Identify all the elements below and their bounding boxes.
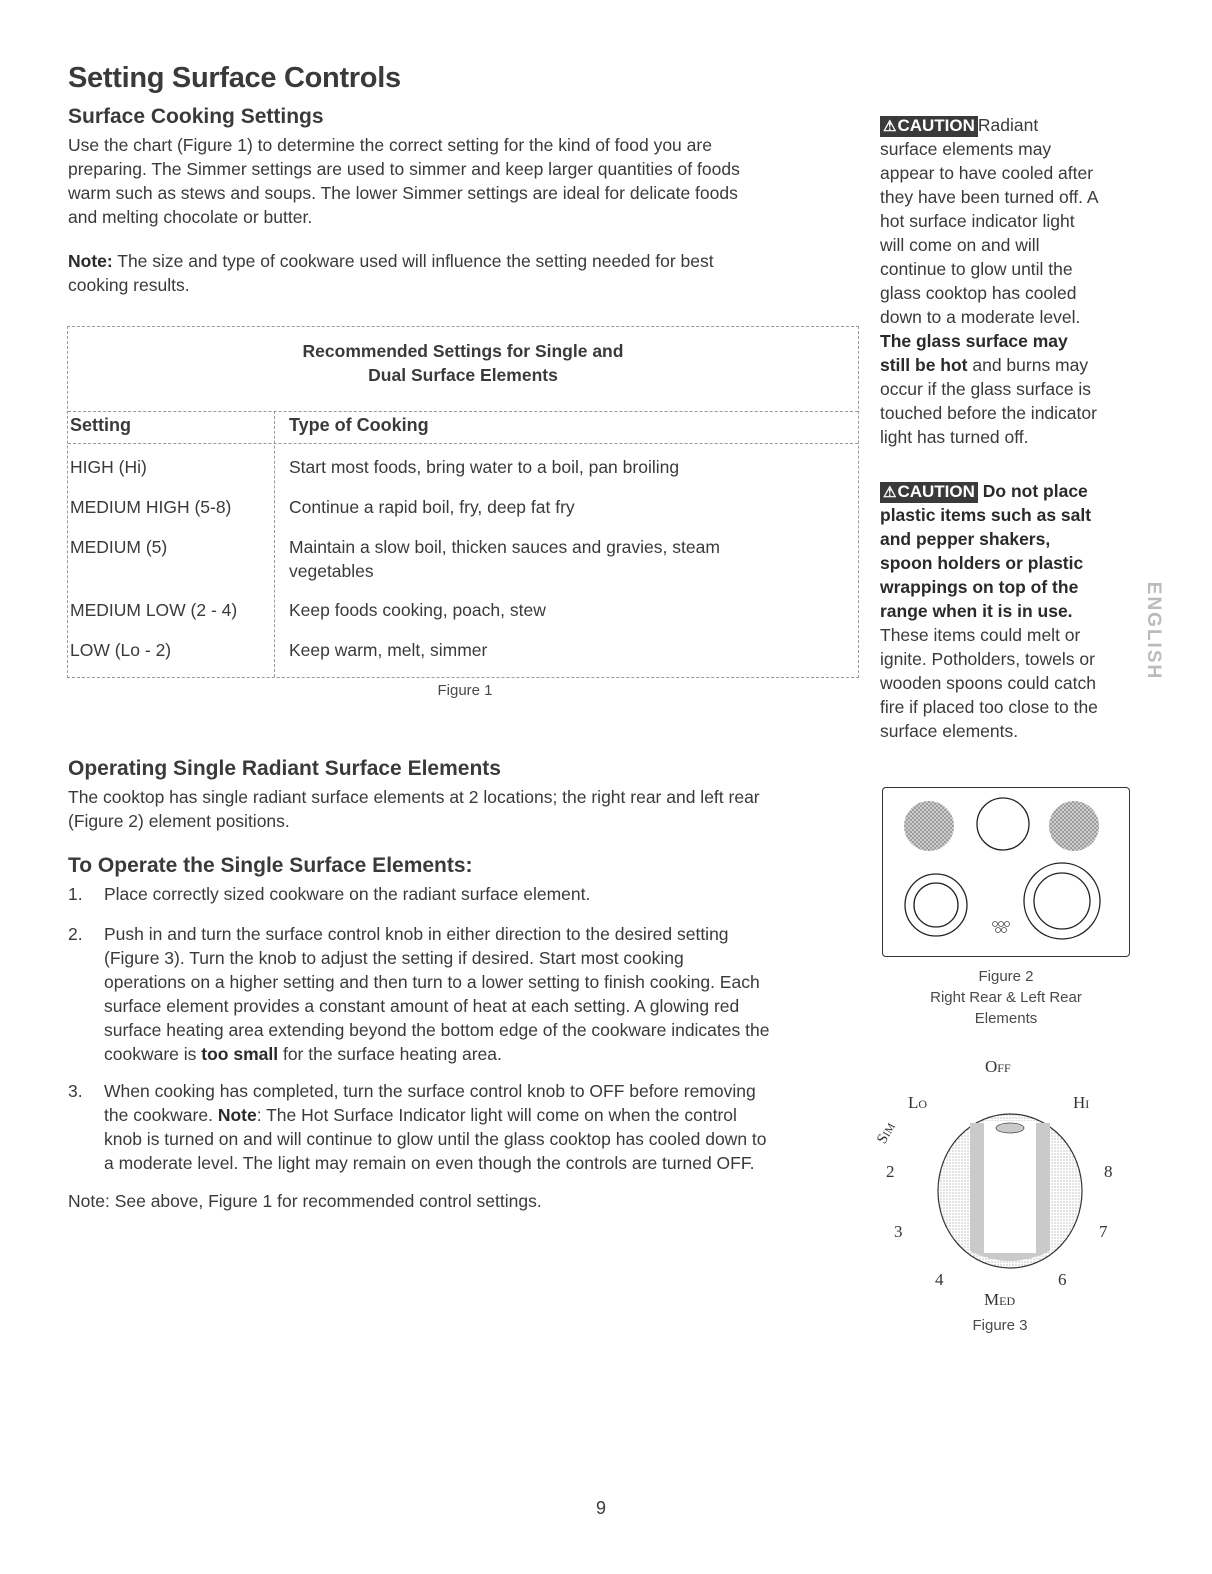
step-1-text: Place correctly sized cookware on the radiant surface element.	[104, 884, 591, 904]
table-title-line: Recommended Settings for Single and	[302, 341, 624, 361]
text-line: hot surface indicator light	[880, 211, 1075, 231]
knob-label-hi: Hi	[1073, 1093, 1090, 1112]
text-line: Maintain a slow boil, thicken sauces and gravies, steam	[289, 537, 720, 557]
knob-label-3: 3	[894, 1222, 903, 1241]
knob-label-2: 2	[886, 1162, 895, 1181]
to-operate-heading: To Operate the Single Surface Elements:	[68, 854, 473, 877]
control-knob-icon	[934, 1111, 1086, 1271]
step-number: 2.	[68, 924, 83, 944]
figure-1-caption: Figure 1	[437, 682, 493, 699]
table-title	[68, 339, 858, 387]
page-number: 9	[596, 1498, 607, 1518]
knob-label-4: 4	[935, 1270, 944, 1289]
table-cell-type	[289, 535, 720, 583]
caption-line: Right Rear & Left Rear	[930, 989, 1082, 1006]
surface-cooking-heading: Surface Cooking Settings	[68, 105, 324, 128]
text-line: continue to glow until the	[880, 259, 1073, 279]
operating-heading: Operating Single Radiant Surface Elements	[68, 757, 501, 780]
emphasis-text: wrappings on top of the	[880, 577, 1079, 597]
caution-plastic-items	[880, 479, 1140, 743]
text-line: The cooktop has single radiant surface elements at 2 locations; the right rear and left rear	[68, 787, 760, 807]
text-line: (Figure 2) element positions.	[68, 811, 290, 831]
table-title-line: Dual Surface Elements	[368, 365, 558, 385]
figure-2-caption	[882, 966, 1130, 1029]
knob-label-sim: Sim	[874, 1119, 899, 1147]
step-2-text	[104, 922, 864, 1066]
text-line: surface elements may	[880, 139, 1052, 159]
knob-label-lo: Lo	[908, 1093, 928, 1112]
caution-badge	[880, 482, 978, 503]
text-span: : The Hot Surface Indicator light will come on when the control	[256, 1105, 737, 1125]
recommended-settings-table	[67, 326, 859, 678]
table-cell-type: Keep warm, melt, simmer	[289, 640, 488, 660]
knob-label-6: 6	[1058, 1270, 1067, 1289]
step-3-text	[104, 1079, 874, 1175]
text-line: preparing. The Simmer settings are used to simmer and keep larger quantities of foods	[68, 159, 740, 179]
caution-badge-label: CAUTION	[897, 116, 975, 135]
language-label: ENGLISH	[1143, 581, 1165, 681]
cooktop-diagram	[882, 787, 1130, 957]
text-span: cookware is	[104, 1044, 202, 1064]
text-line: a moderate level. The light may remain on even though the controls are turned OFF.	[104, 1153, 755, 1173]
table-cell-setting: HIGH (Hi)	[70, 457, 147, 477]
text-line: warm such as stews and soups. The lower Simmer settings are ideal for delicate foods	[68, 183, 738, 203]
emphasis-text: range when it is in use.	[880, 601, 1073, 621]
page-title: Setting Surface Controls	[68, 62, 401, 94]
knob-label-8: 8	[1104, 1162, 1113, 1181]
table-cell-type: Keep foods cooking, poach, stew	[289, 600, 546, 620]
emphasis-text: Note	[217, 1105, 257, 1125]
knob-label-off: Off	[985, 1057, 1011, 1076]
text-line: down to a moderate level.	[880, 307, 1081, 327]
text-span: and burns may	[967, 355, 1089, 375]
text-line: (Figure 3). Turn the knob to adjust the setting if desired. Start most cooking	[104, 948, 684, 968]
text-span: for the surface heating area.	[278, 1044, 502, 1064]
text-line: will come on and will	[880, 235, 1040, 255]
emphasis-text: Do not place	[982, 481, 1088, 501]
text-line: touched before the indicator	[880, 403, 1097, 423]
divider	[68, 411, 858, 412]
language-side-tab	[1138, 568, 1168, 694]
text-span: the cookware.	[104, 1105, 218, 1125]
emphasis-text: plastic items such as salt	[880, 505, 1092, 525]
text-line: The size and type of cookware used will influence the setting needed for best	[112, 251, 714, 271]
emphasis-text: and pepper shakers,	[880, 529, 1051, 549]
table-cell-setting: MEDIUM HIGH (5-8)	[70, 497, 232, 517]
text-line: cooking results.	[68, 275, 190, 295]
text-line: appear to have cooled after	[880, 163, 1094, 183]
caution-badge-label: CAUTION	[897, 482, 975, 501]
text-line: surface elements.	[880, 721, 1019, 741]
text-line: surface element provides a constant amount of heat at each setting. A glowing red	[104, 996, 740, 1016]
text-line: occur if the glass surface is	[880, 379, 1092, 399]
text-line: surface heating area extending beyond the bottom edge of the cookware indicates the	[104, 1020, 770, 1040]
text-line: light has turned off.	[880, 427, 1029, 447]
caption-line: Figure 2	[978, 968, 1034, 985]
cooktop-elements-icon	[883, 788, 1129, 956]
figure-3-caption: Figure 3	[972, 1317, 1028, 1334]
caution-hot-surface	[880, 113, 1140, 449]
operating-paragraph	[68, 785, 868, 833]
caution-badge	[880, 116, 978, 137]
warning-triangle-icon: ⚠	[883, 484, 897, 501]
surface-cooking-note	[68, 249, 848, 297]
text-line: glass cooktop has cooled	[880, 283, 1077, 303]
footer-note: Note: See above, Figure 1 for recommended control settings.	[68, 1191, 542, 1211]
emphasis-text: too small	[201, 1044, 279, 1064]
table-cell-setting: LOW (Lo - 2)	[70, 640, 172, 660]
control-knob-diagram	[934, 1111, 1086, 1271]
caption-line: Elements	[974, 1010, 1038, 1027]
table-cell-setting: MEDIUM LOW (2 - 4)	[70, 600, 238, 620]
step-number: 1.	[68, 884, 83, 904]
text-line: and melting chocolate or butter.	[68, 207, 313, 227]
emphasis-text: still be hot	[880, 355, 968, 375]
text-line: Push in and turn the surface control knob in either direction to the desired setting	[104, 924, 729, 944]
text-line: These items could melt or	[880, 625, 1081, 645]
text-span: Radiant	[977, 115, 1039, 135]
column-header-setting: Setting	[70, 415, 131, 435]
divider	[274, 411, 275, 677]
text-line: When cooking has completed, turn the surface control knob to OFF before removing	[104, 1081, 756, 1101]
knob-label-7: 7	[1099, 1222, 1108, 1241]
text-line: knob is turned on and will continue to glow until the glass cooktop has cooled down to	[104, 1129, 767, 1149]
emphasis-text: spoon holders or plastic	[880, 553, 1084, 573]
step-number: 3.	[68, 1081, 83, 1101]
table-cell-type: Continue a rapid boil, fry, deep fat fry	[289, 497, 575, 517]
emphasis-text: The glass surface may	[880, 331, 1068, 351]
knob-label-med: Med	[984, 1290, 1016, 1309]
text-line: ignite. Potholders, towels or	[880, 649, 1095, 669]
surface-cooking-paragraph	[68, 133, 848, 229]
text-line: wooden spoons could catch	[880, 673, 1096, 693]
text-line: operations on a higher setting and then turn to a lower setting to finish cooking. Each	[104, 972, 760, 992]
text-line: Use the chart (Figure 1) to determine the correct setting for the kind of food you are	[68, 135, 712, 155]
text-line: vegetables	[289, 561, 374, 581]
text-line: they have been turned off. A	[880, 187, 1099, 207]
note-label: Note:	[68, 251, 113, 271]
table-cell-type: Start most foods, bring water to a boil, pan broiling	[289, 457, 680, 477]
text-line: fire if placed too close to the	[880, 697, 1098, 717]
table-cell-setting: MEDIUM (5)	[70, 537, 168, 557]
warning-triangle-icon: ⚠	[883, 118, 897, 135]
column-header-type: Type of Cooking	[289, 415, 429, 435]
divider	[68, 443, 858, 444]
